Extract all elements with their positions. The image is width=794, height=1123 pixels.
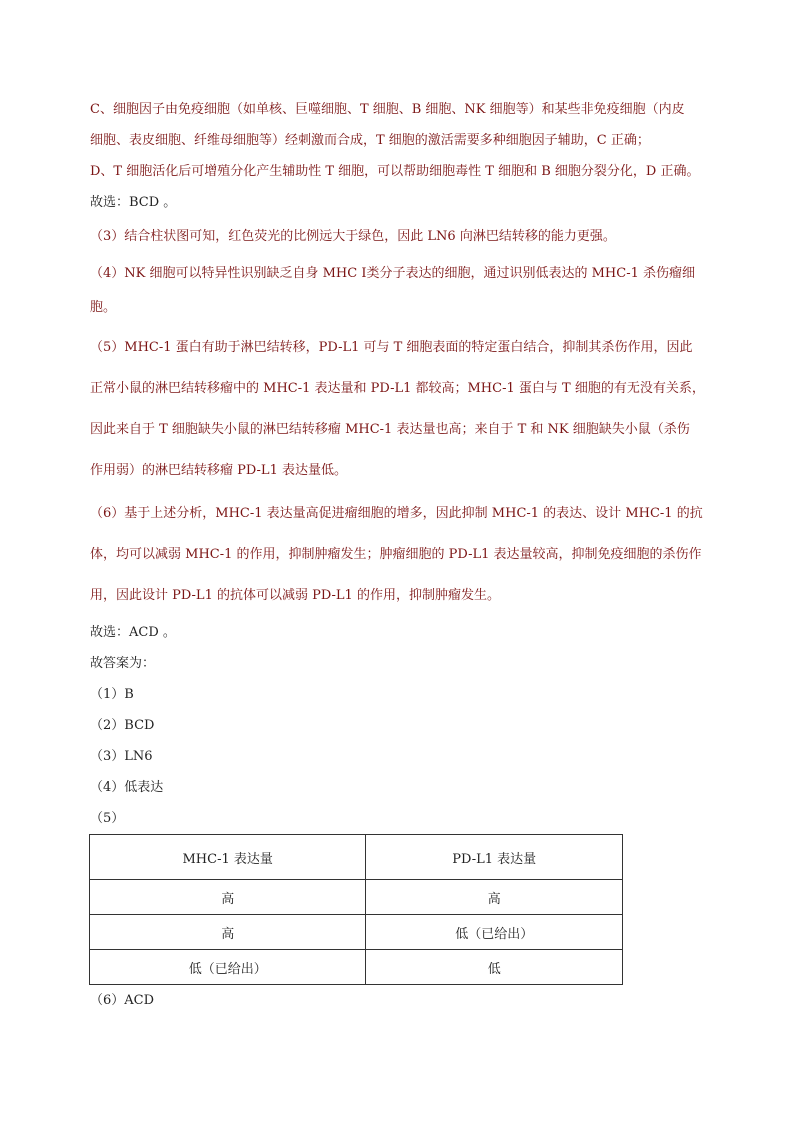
table-header-cell: MHC-1 表达量 <box>90 835 366 880</box>
table-row <box>90 915 623 950</box>
table-row <box>90 950 623 985</box>
question-5-line-1: （5）MHC-1 蛋白有助于淋巴结转移，PD-L1 可与 T 细胞表面的特定蛋白结合，抑制其杀伤作用，因此 <box>90 340 693 355</box>
question-5-line-4: 作用弱）的淋巴结转移瘤 PD-L1 表达量低。 <box>90 463 347 478</box>
table-cell: 高 <box>90 915 366 950</box>
question-5-line-2: 正常小鼠的淋巴结转移瘤中的 MHC-1 表达量和 PD-L1 都较高；MHC-1 蛋白与 T 细胞的有无没有关系， <box>90 381 705 396</box>
question-6-line-3: 用，因此设计 PD-L1 的抗体可以减弱 PD-L1 的作用，抑制肿瘤发生。 <box>90 588 500 603</box>
table-cell: 低（已给出） <box>366 915 623 950</box>
answer-4: （4）低表达 <box>90 780 164 795</box>
table-cell: 低（已给出） <box>90 950 366 985</box>
question-4-line-2: 胞。 <box>90 300 117 315</box>
answer-3: （3）LN6 <box>90 749 153 764</box>
choice-answer-2: 故选：ACD 。 <box>90 625 176 640</box>
table-header-row <box>90 835 623 880</box>
option-c-line-2: 细胞、表皮细胞、纤维母细胞等）经刺激而合成，T 细胞的激活需要多种细胞因子辅助，C 正确； <box>90 133 650 148</box>
question-4-line-1: （4）NK 细胞可以特异性识别缺乏自身 MHC Ⅰ类分子表达的细胞，通过识别低表达的 MHC-1 杀伤瘤细 <box>90 266 696 281</box>
answer-5: （5） <box>90 811 125 826</box>
table-cell: 高 <box>366 880 623 915</box>
question-6-line-2: 体，均可以减弱 MHC-1 的作用，抑制肿瘤发生；肿瘤细胞的 PD-L1 表达量较高，抑制免疫细胞的杀伤作 <box>90 547 702 562</box>
table-header-cell: PD-L1 表达量 <box>366 835 623 880</box>
question-3-explanation: （3）结合柱状图可知，红色荧光的比例远大于绿色，因此 LN6 向淋巴结转移的能力更强。 <box>90 229 616 244</box>
answer-6: （6）ACD <box>90 993 155 1008</box>
question-5-line-3: 因此来自于 T 细胞缺失小鼠的淋巴结转移瘤 MHC-1 表达量也高；来自于 T 和 NK 细胞缺失小鼠（杀伤 <box>90 422 690 437</box>
table-cell: 高 <box>90 880 366 915</box>
answer-title: 故答案为： <box>90 656 156 671</box>
table-cell: 低 <box>366 950 623 985</box>
question-6-line-1: （6）基于上述分析，MHC-1 表达量高促进瘤细胞的增多，因此抑制 MHC-1 的表达、设计 MHC-1 的抗 <box>90 506 703 521</box>
answer-2: （2）BCD <box>90 718 155 733</box>
answer-1: （1）B <box>90 687 134 702</box>
option-d-line: D、T 细胞活化后可增殖分化产生辅助性 T 细胞，可以帮助细胞毒性 T 细胞和 B 细胞分裂分化，D 正确。 <box>90 164 700 179</box>
option-c-line-1: C、细胞因子由免疫细胞（如单核、巨噬细胞、T 细胞、B 细胞、NK 细胞等）和某些非免疫细胞（内皮 <box>90 102 685 117</box>
choice-answer-1: 故选：BCD 。 <box>90 195 177 210</box>
table-row <box>90 880 623 915</box>
answer-table <box>89 834 623 985</box>
